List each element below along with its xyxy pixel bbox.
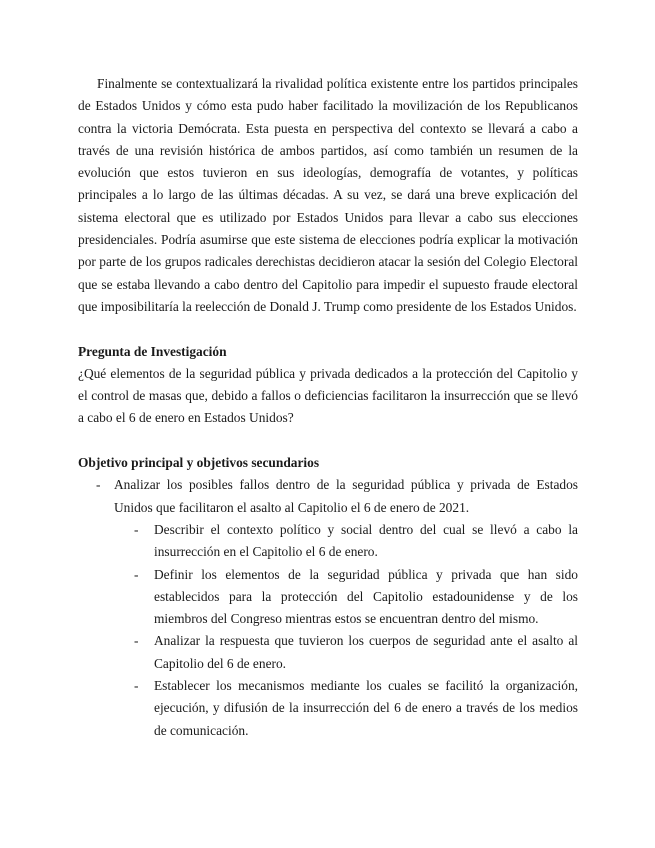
spacer (78, 318, 578, 340)
secondary-objective-text: Describir el contexto político y social dentro del cual se llevó a cabo la insurrección en el Capitolio el 6 de enero. (154, 521, 578, 560)
research-question-heading: Pregunta de Investigación (78, 343, 227, 359)
spacer (78, 430, 578, 452)
objectives-list (78, 474, 578, 742)
secondary-objectives-list (114, 519, 578, 742)
bullet-dash: - (96, 477, 101, 493)
secondary-objective (134, 519, 578, 564)
bullet-dash: - (134, 633, 139, 649)
bullet-dash: - (134, 678, 139, 694)
secondary-objective (134, 630, 578, 675)
bullet-dash: - (134, 566, 139, 582)
research-question-text: ¿Qué elementos de la seguridad pública y privada dedicados a la protección del Capitolio y el control de masas que, debido a fallos o deficiencias facilitaron la insurrección que se llevó a cabo el 6 de enero en Estados Unidos? (78, 365, 578, 426)
secondary-objective-text: Establecer los mecanismos mediante los cuales se facilitó la organización, ejecución, y difusión de la insurrección del 6 de enero a través de los medios de comunicación. (154, 678, 578, 738)
document-page (78, 73, 578, 742)
secondary-objective-text: Analizar la respuesta que tuvieron los cuerpos de seguridad ante el asalto al Capitolio del 6 de enero. (154, 633, 578, 671)
secondary-objective (134, 564, 578, 631)
secondary-objective (134, 675, 578, 742)
intro-paragraph: Finalmente se contextualizará la rivalidad política existente entre los partidos principales de Estados Unidos y cómo esta pudo haber facilitado la movilización de los Republicanos contra la victoria Demócrata. Esta puesta en perspectiva del contexto se llevará a cabo a través de una revisión histórica de ambos partidos, así como también un resumen de la evolución que estos tuvieron en sus ideologías, demografía de votantes, y políticas principales a lo largo de las últimas décadas. A su vez, se dará una breve explicación del sistema electoral que es utilizado por Estados Unidos para llevar a cabo sus elecciones presidenciales. Podría asumirse que este sistema de elecciones podría explicar la motivación por parte de los grupos radicales derechistas decidieron atacar la sesión del Colegio Electoral que se estaba llevando a cabo dentro del Capitolio para impedir el supuesto fraude electoral que imposibilitaría la reelección de Donald J. Trump como presidente de los Estados Unidos. (78, 76, 578, 314)
main-objective (96, 474, 578, 742)
bullet-dash: - (134, 521, 139, 537)
main-objective-text: Analizar los posibles fallos dentro de la seguridad pública y privada de Estados Unidos que facilitaron el asalto al Capitolio el 6 de enero de 2021. (114, 477, 578, 515)
secondary-objective-text: Definir los elementos de la seguridad pública y privada que han sido establecidos para la protección del Capitolio estadounidense y de los miembros del Congreso mientras estos se encuentran dentro del mismo. (154, 566, 578, 627)
objectives-heading: Objetivo principal y objetivos secundarios (78, 455, 320, 471)
